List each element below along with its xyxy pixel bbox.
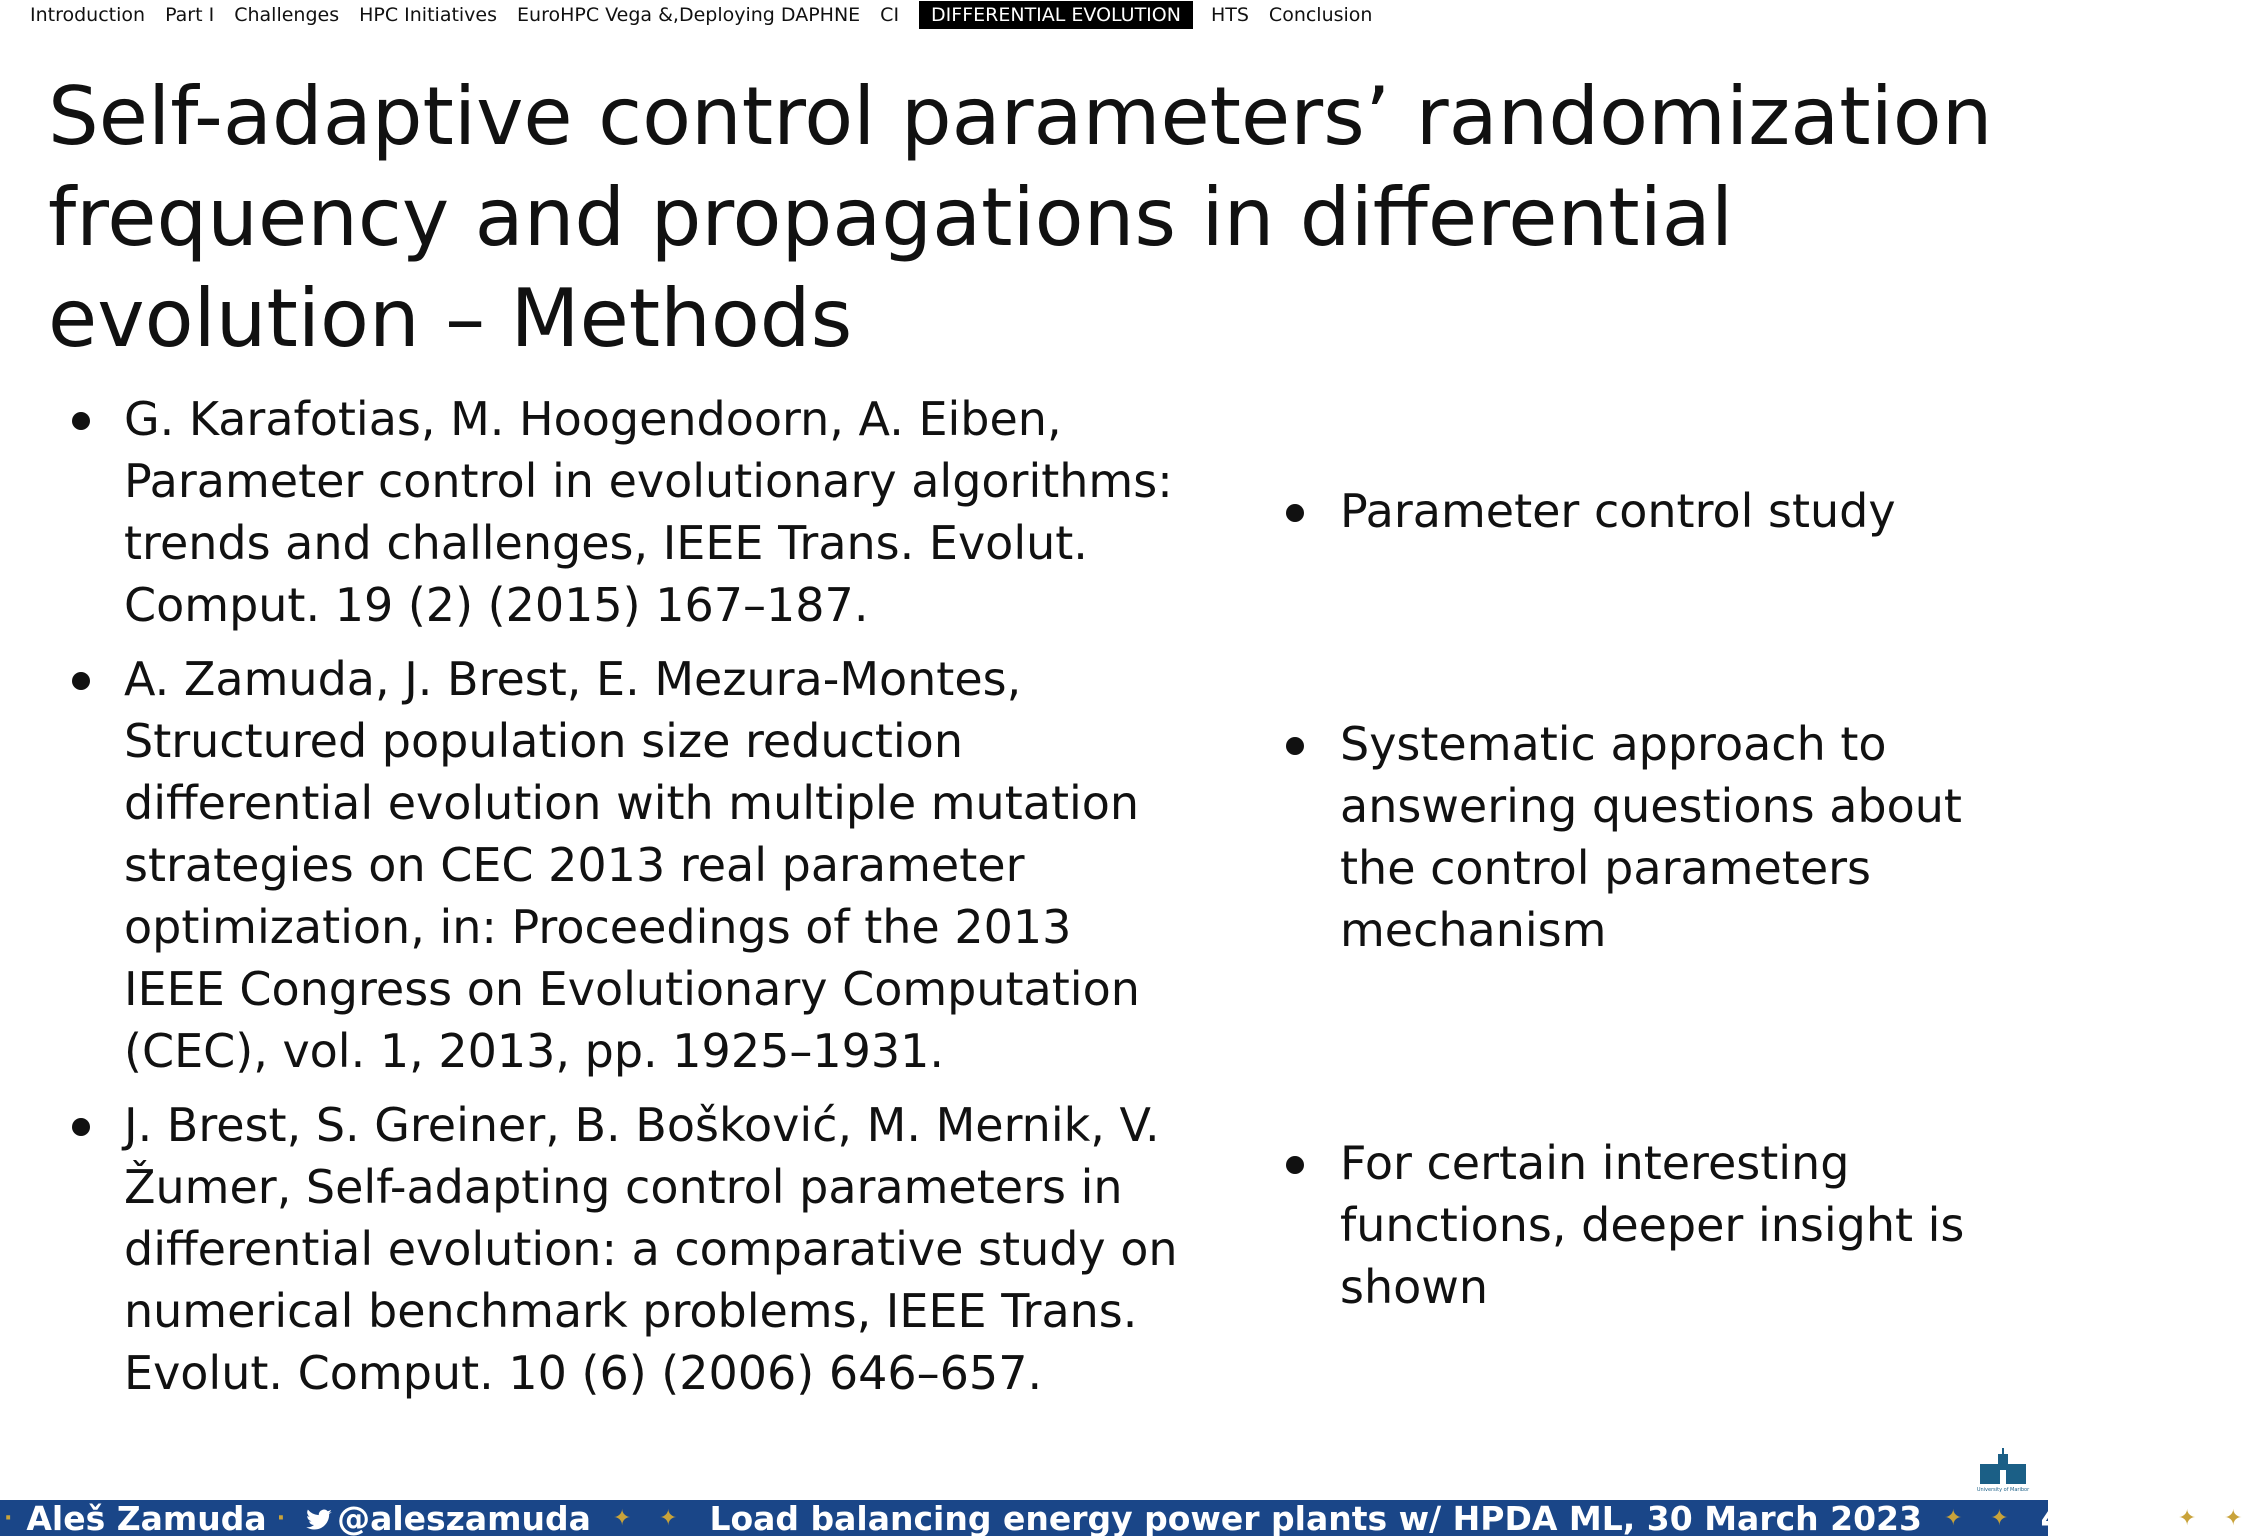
reference-text: A. Zamuda, J. Brest, E. Mezura-Montes, Structured population size reduction differential evolution with multiple mutation strategies on CEC 2013 real parameter optimization, in: Proceedings of the 2013 IEEE Congress on Evolutionary Computation (CEC), vol. 1, 2013, pp. 1925–1931. bbox=[124, 652, 1140, 1078]
bullet-icon bbox=[1286, 1156, 1304, 1174]
slide-title: Self-adaptive control parameters’ randomization frequency and propagations in differential evolution – Methods bbox=[48, 70, 1993, 365]
stars-decoration: ✦ ✦ bbox=[1943, 1505, 2019, 1531]
reference-item bbox=[64, 648, 1184, 1082]
nav-challenges[interactable]: Challenges bbox=[234, 4, 340, 26]
stars-decoration: · bbox=[4, 1505, 23, 1531]
reference-item bbox=[64, 388, 1184, 636]
nav-ci[interactable]: CI bbox=[880, 4, 900, 26]
university-logo bbox=[1978, 1446, 2028, 1492]
nav-introduction[interactable]: Introduction bbox=[30, 4, 146, 26]
nav-eurohpc-vega[interactable]: EuroHPC Vega &,Deploying DAPHNE bbox=[517, 4, 861, 26]
footer-talk-title: Load balancing energy power plants w/ HPDA ML, 30 March 2023 bbox=[709, 1498, 1922, 1538]
footer-twitter-handle: @aleszamuda bbox=[337, 1498, 591, 1538]
footer-bar bbox=[0, 1498, 2252, 1538]
nav-part-i[interactable]: Part I bbox=[165, 4, 215, 26]
point-text: For certain interesting functions, deeper insight is shown bbox=[1340, 1136, 1965, 1314]
reference-item bbox=[64, 1094, 1184, 1404]
section-navbar bbox=[0, 0, 2048, 30]
bullet-icon bbox=[72, 412, 90, 430]
twitter-icon bbox=[305, 1499, 333, 1538]
bullet-icon bbox=[72, 672, 90, 690]
reference-list bbox=[64, 388, 1184, 1416]
nav-differential-evolution[interactable]: DIFFERENTIAL EVOLUTION bbox=[919, 1, 1193, 29]
bullet-icon bbox=[1286, 504, 1304, 522]
point-item bbox=[1280, 713, 2048, 961]
nav-hts[interactable]: HTS bbox=[1210, 4, 1249, 26]
nav-hpc-initiatives[interactable]: HPC Initiatives bbox=[359, 4, 498, 26]
logo-caption: University of Maribor bbox=[1976, 1487, 2030, 1493]
reference-text: G. Karafotias, M. Hoogendoorn, A. Eiben, Parameter control in evolutionary algorithms: trends and challenges, IEEE Trans. Evolut. Comput. 19 (2) (2015) 167–187. bbox=[124, 392, 1173, 632]
reference-text: J. Brest, S. Greiner, B. Bošković, M. Mernik, V. Žumer, Self-adapting control parameters in differential evolution: a comparative study on numerical benchmark problems, IEEE Trans. Evolut. Comput. 10 (6) (2006) 646–657. bbox=[124, 1098, 1178, 1400]
point-text: Parameter control study bbox=[1340, 484, 1896, 538]
bullet-icon bbox=[1286, 737, 1304, 755]
stars-decoration: · bbox=[276, 1505, 296, 1531]
point-text: Systematic approach to answering questions about the control parameters mechanism bbox=[1340, 717, 1962, 957]
footer-page-number: 44/ 71 bbox=[2040, 1498, 2156, 1538]
point-item bbox=[1280, 1132, 2048, 1318]
stars-decoration: ✦ ✦ bbox=[612, 1505, 688, 1531]
bullet-icon bbox=[72, 1118, 90, 1136]
nav-conclusion[interactable]: Conclusion bbox=[1268, 4, 1373, 26]
point-item bbox=[1280, 480, 2048, 542]
footer-author: Aleš Zamuda bbox=[26, 1498, 267, 1538]
stars-decoration: ✦ ✦ bbox=[2177, 1505, 2252, 1531]
